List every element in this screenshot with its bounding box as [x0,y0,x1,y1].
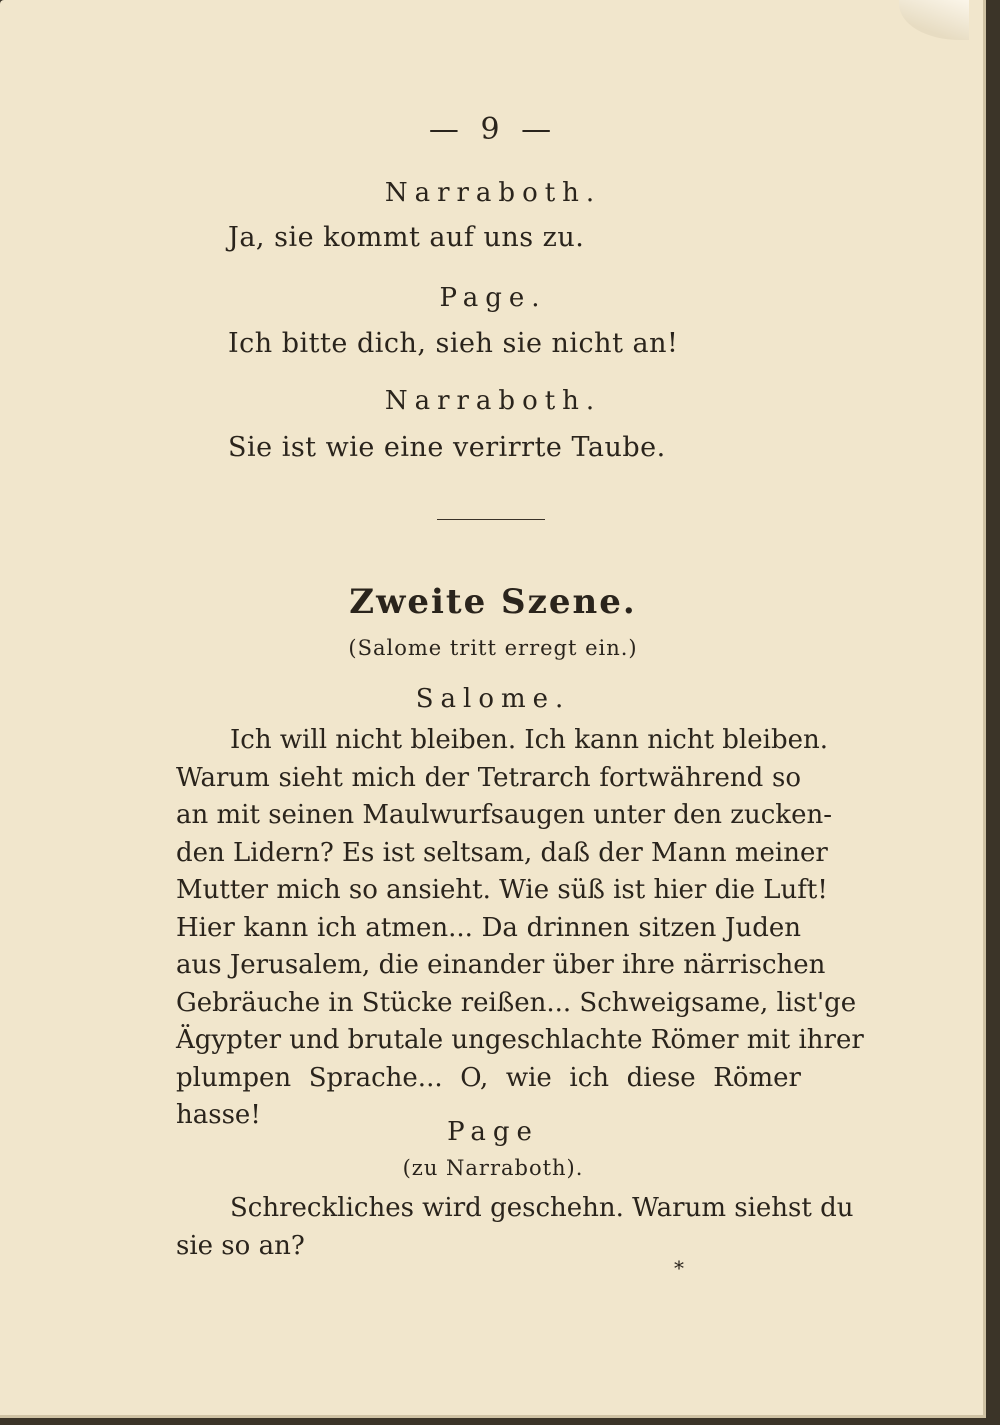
salome-speech [176,722,864,1135]
page-line: Schreckliches wird geschehn. Warum siehst du [230,1193,854,1223]
salome-line: aus Jerusalem, die einander über ihre närrischen [176,950,826,980]
page-corner-curl [899,0,969,40]
salome-line: an mit seinen Maulwurfsaugen unter den zucken- [176,800,832,830]
salome-line: Ägypter und brutale ungeschlachte Römer mit ihrer [176,1025,864,1055]
section-divider [437,519,545,520]
dialogue-line-2: Ich bitte dich, sieh sie nicht an! [228,328,679,359]
page-line: sie so an? [176,1230,305,1261]
salome-line: plumpen Sprache... O, wie ich diese Römer [176,1062,801,1093]
dialogue-line-3: Sie ist wie eine verirrte Taube. [228,432,666,463]
dialogue-line-1: Ja, sie kommt auf uns zu. [228,222,585,253]
speaker-page-1: Page. [439,283,547,313]
salome-line: Gebräuche in Stücke reißen... Schweigsame, list'ge [176,987,857,1018]
salome-line: Mutter mich so ansieht. Wie süß ist hier die Luft! [176,875,828,905]
speaker-narraboth-1: Narraboth. [384,178,602,208]
speaker-narraboth-2: Narraboth. [384,386,602,416]
page-speech [176,1190,854,1265]
stage-direction-page: (zu Narraboth). [402,1156,584,1180]
salome-line: Ich will nicht bleiben. Ich kann nicht bleiben. [230,725,828,755]
salome-line: Hier kann ich atmen... Da drinnen sitzen Juden [176,912,801,943]
page-number: — 9 — [428,112,558,147]
scene-title: Zweite Szene. [349,582,637,622]
stage-direction: (Salome tritt erregt ein.) [348,636,638,660]
salome-line: hasse! [176,1100,261,1130]
speaker-page-2: Page [447,1117,539,1147]
salome-line: Warum sieht mich der Tetrarch fortwährend so [176,762,801,793]
speaker-salome: Salome. [415,684,571,714]
footer-asterisk: * [674,1256,684,1280]
salome-line: den Lidern? Es ist seltsam, daß der Mann meiner [176,837,828,868]
